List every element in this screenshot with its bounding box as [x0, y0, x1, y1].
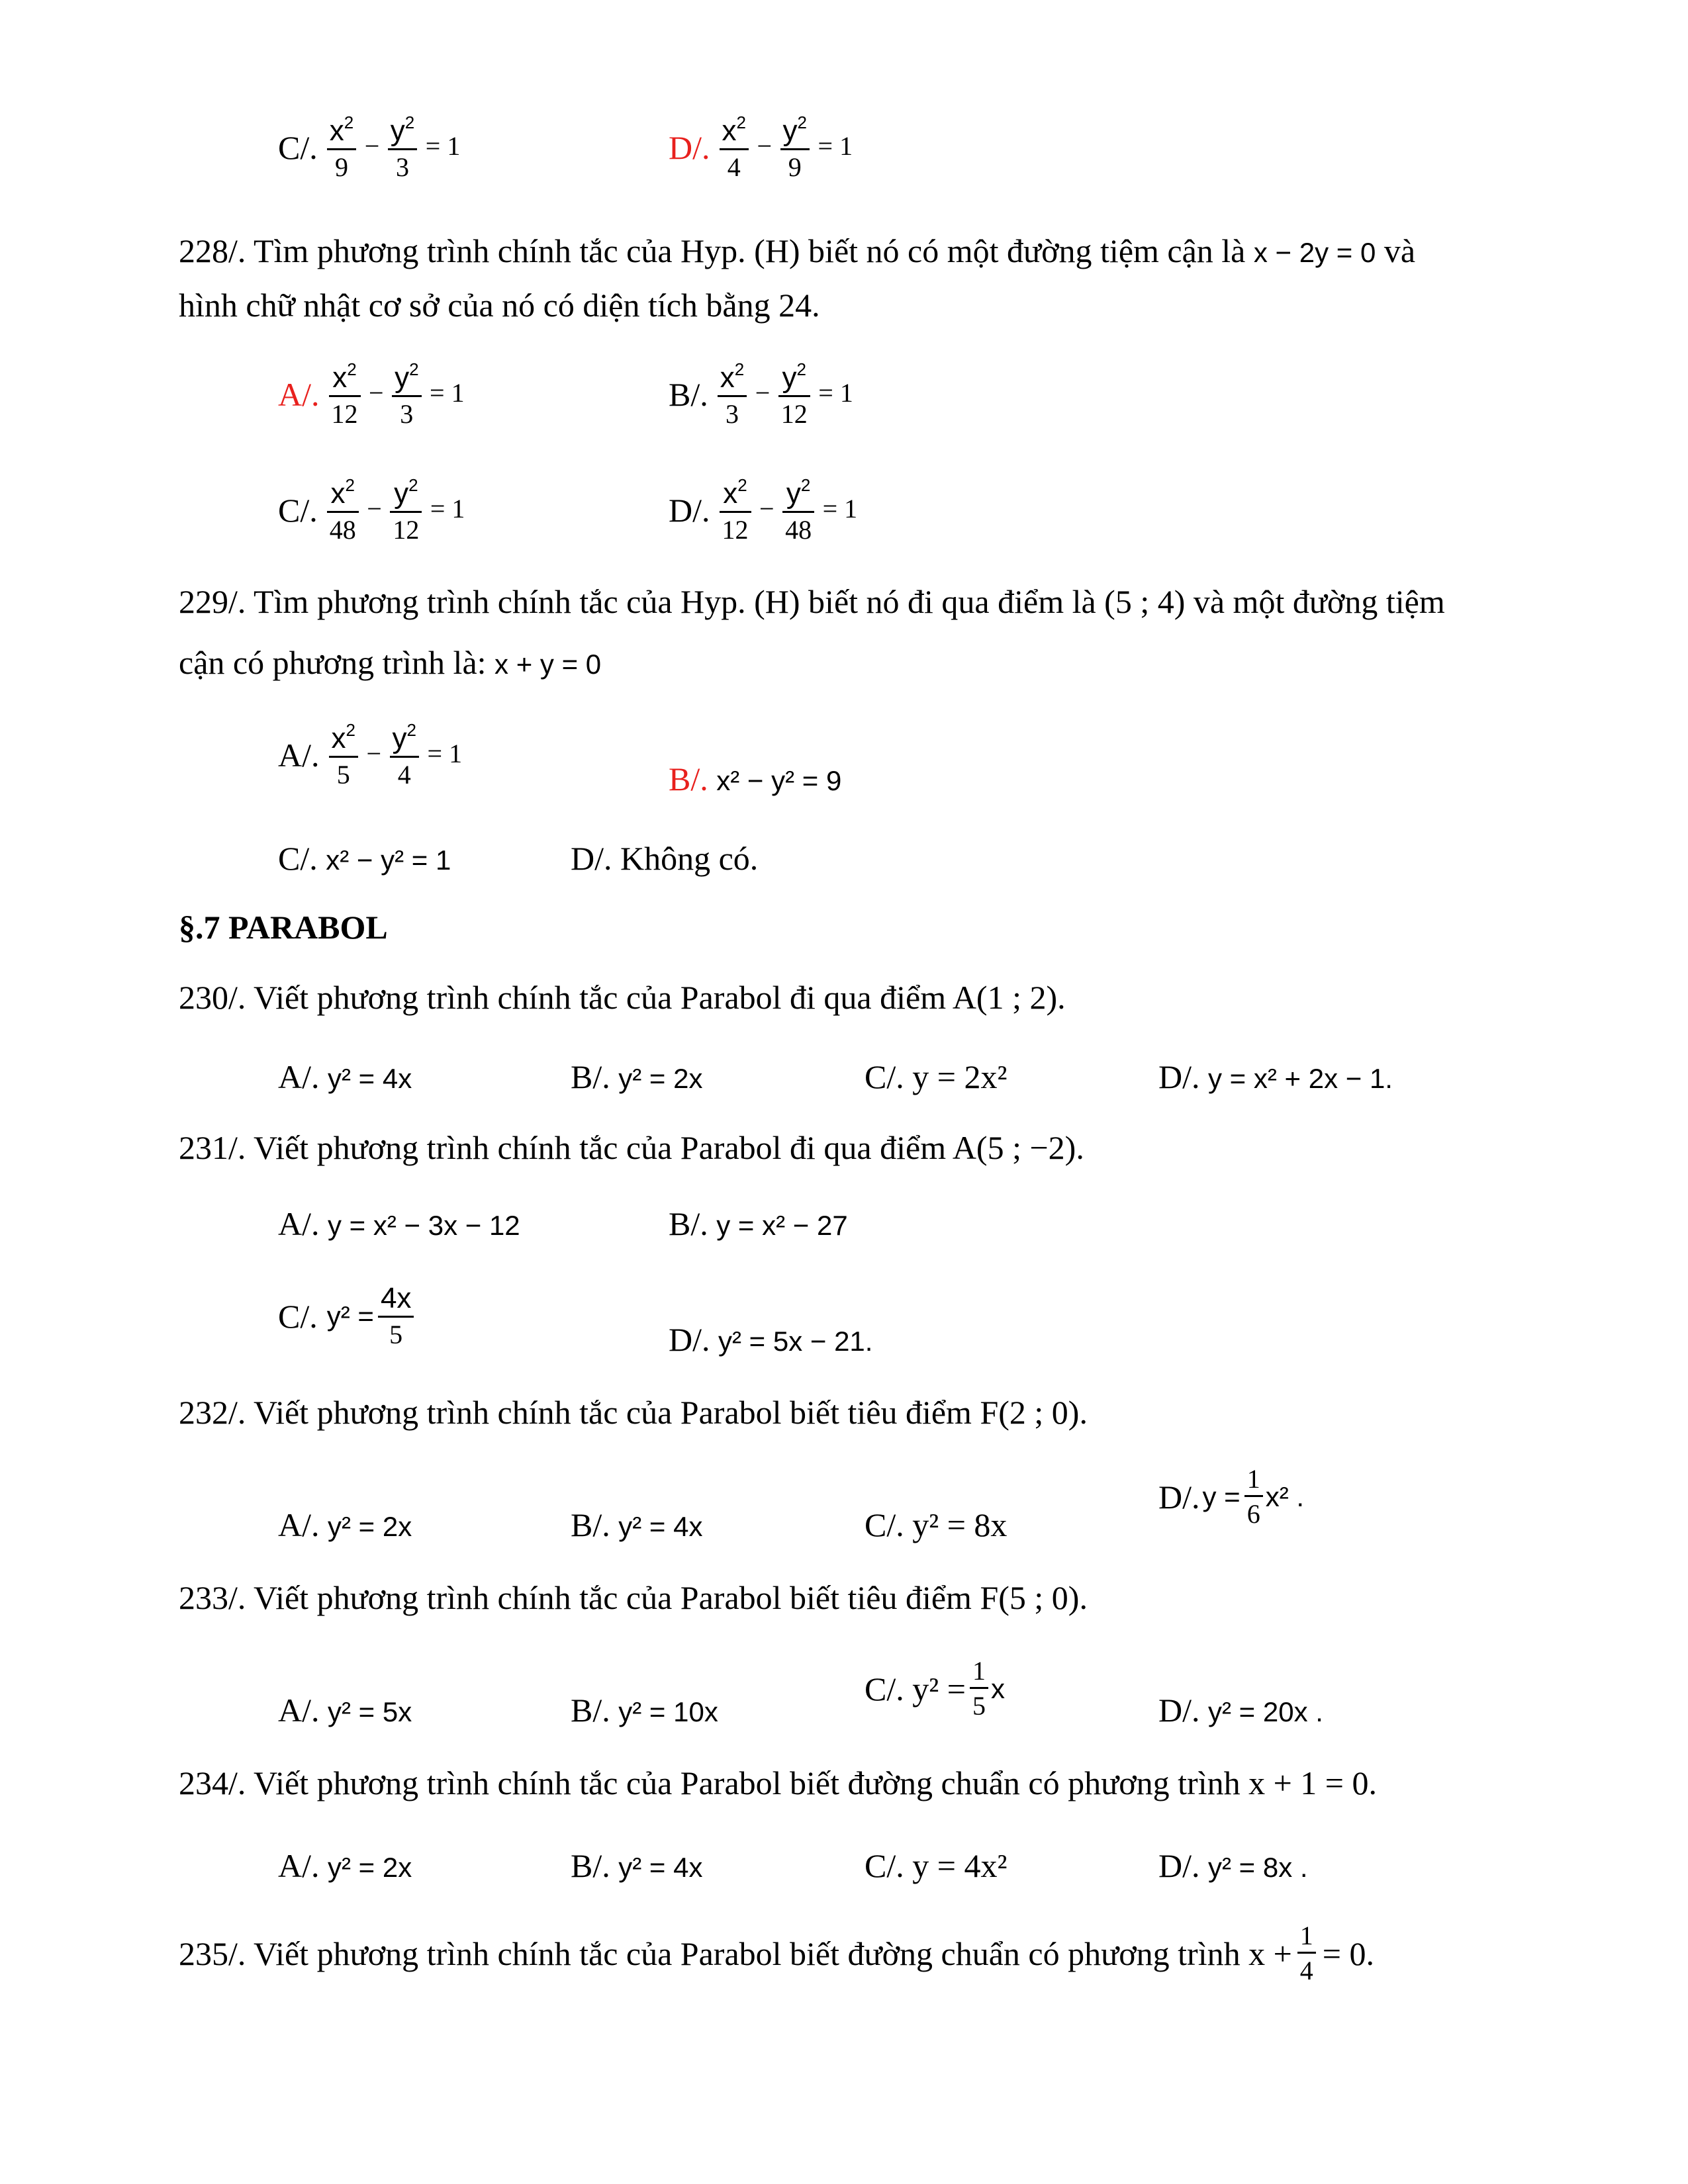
option-label-correct: B/. [669, 760, 708, 797]
q231-option-d: D/. y² = 5x − 21. [669, 1321, 873, 1358]
q232-option-c: C/. y² = 8x [865, 1506, 1008, 1543]
q234-option-d: D/. y² = 8x . [1158, 1847, 1308, 1884]
q228-option-a: A/. $\frac{x^2}{12}$ − $\frac{y^2}{3}$ = 1 [278, 359, 465, 429]
q234-option-b: B/. y² = 4x [571, 1847, 703, 1884]
q233-option-c: C/. y² = $\frac{1}{5}$ x [865, 1656, 1005, 1721]
q228-stem-line2: hình chữ nhật cơ sở của nó có diện tích bằng 24. [179, 287, 820, 324]
q230-option-d: D/. y = x² + 2x − 1. [1158, 1058, 1393, 1095]
q231-option-a: A/. y = x² − 3x − 12 [278, 1205, 520, 1242]
q233-option-d: D/. y² = 20x . [1158, 1692, 1323, 1729]
q232-option-a: A/. y² = 2x [278, 1506, 412, 1543]
hyperbola-equation: $\frac{x^2}{4}$ − $\frac{y^2}{9}$ = 1 [720, 114, 853, 181]
q229-stem-line2: cận có phương trình là: x + y = 0 [179, 644, 602, 681]
option-label: D/. [669, 491, 710, 529]
q228-option-b: B/. $\frac{x^2}{3}$ − $\frac{y^2}{12}$ = 1 [669, 359, 853, 429]
q233-option-a: A/. y² = 5x [278, 1692, 412, 1729]
q230-stem: 230/. Viết phương trình chính tắc của Parabol đi qua điểm A(1 ; 2). [179, 979, 1066, 1016]
q229-option-a: A/. $\frac{x^2}{5}$ − $\frac{y^2}{4}$ = 1 [278, 720, 463, 790]
q231-stem: 231/. Viết phương trình chính tắc của Parabol đi qua điểm A(5 ; −2). [179, 1129, 1084, 1166]
q229-option-d: D/. Không có. [571, 840, 759, 877]
q235-stem: 235/. Viết phương trình chính tắc của Parabol biết đường chuẩn có phương trình x + $\frac{1}{4}$ = 0. [179, 1921, 1374, 1985]
q232-option-d: D/. y = $\frac{1}{6}$ x² . [1158, 1464, 1305, 1529]
asymptote-equation: x + y = 0 [494, 649, 602, 680]
q231-option-b: B/. y = x² − 27 [669, 1205, 848, 1242]
section-heading: §.7 PARABOL [179, 909, 388, 946]
option-label-correct: A/. [278, 375, 320, 413]
q230-option-c: C/. y = 2x² [865, 1058, 1008, 1095]
q228-option-d: D/. $\frac{x^2}{12}$ − $\frac{y^2}{48}$ = 1 [669, 475, 858, 545]
q234-option-c: C/. y = 4x² [865, 1847, 1008, 1884]
q229-option-b: B/. x² − y² = 9 [669, 760, 842, 797]
option-label-correct: D/. [669, 128, 710, 166]
option-label: C/. [278, 840, 318, 877]
q230-option-a: A/. y² = 4x [278, 1058, 412, 1095]
q234-option-a: A/. y² = 2x [278, 1847, 412, 1884]
q234-stem: 234/. Viết phương trình chính tắc của Parabol biết đường chuẩn có phương trình x + 1 = 0. [179, 1764, 1377, 1801]
q233-stem: 233/. Viết phương trình chính tắc của Parabol biết tiêu điểm F(5 ; 0). [179, 1579, 1088, 1616]
asymptote-equation: x − 2y = 0 [1253, 237, 1376, 268]
option-label: C/. [278, 491, 318, 529]
q233-option-b: B/. y² = 10x [571, 1692, 718, 1729]
option-label: C/. [278, 128, 318, 166]
q232-option-b: B/. y² = 4x [571, 1506, 703, 1543]
option-label: B/. [669, 375, 708, 413]
q227-option-c [278, 114, 460, 181]
q230-option-b: B/. y² = 2x [571, 1058, 703, 1095]
option-label: A/. [278, 736, 320, 774]
q229-option-c: C/. x² − y² = 1 [278, 840, 451, 877]
q232-stem: 232/. Viết phương trình chính tắc của Parabol biết tiêu điểm F(2 ; 0). [179, 1394, 1088, 1431]
q228-option-c: C/. $\frac{x^2}{48}$ − $\frac{y^2}{12}$ = 1 [278, 475, 465, 545]
q231-option-c: C/. y² = $\frac{4x}{5}$ [278, 1284, 414, 1348]
q228-stem-line1: 228/. Tìm phương trình chính tắc của Hyp. (H) biết nó có một đường tiệm cận là x − 2y = 0 và [179, 232, 1416, 269]
q229-stem-line1: 229/. Tìm phương trình chính tắc của Hyp. (H) biết nó đi qua điểm là (5 ; 4) và một đường tiệm [179, 583, 1445, 620]
hyperbola-equation: $\frac{x^2}{9}$ − $\frac{y^2}{3}$ = 1 [327, 114, 461, 181]
q227-option-d [669, 114, 853, 181]
